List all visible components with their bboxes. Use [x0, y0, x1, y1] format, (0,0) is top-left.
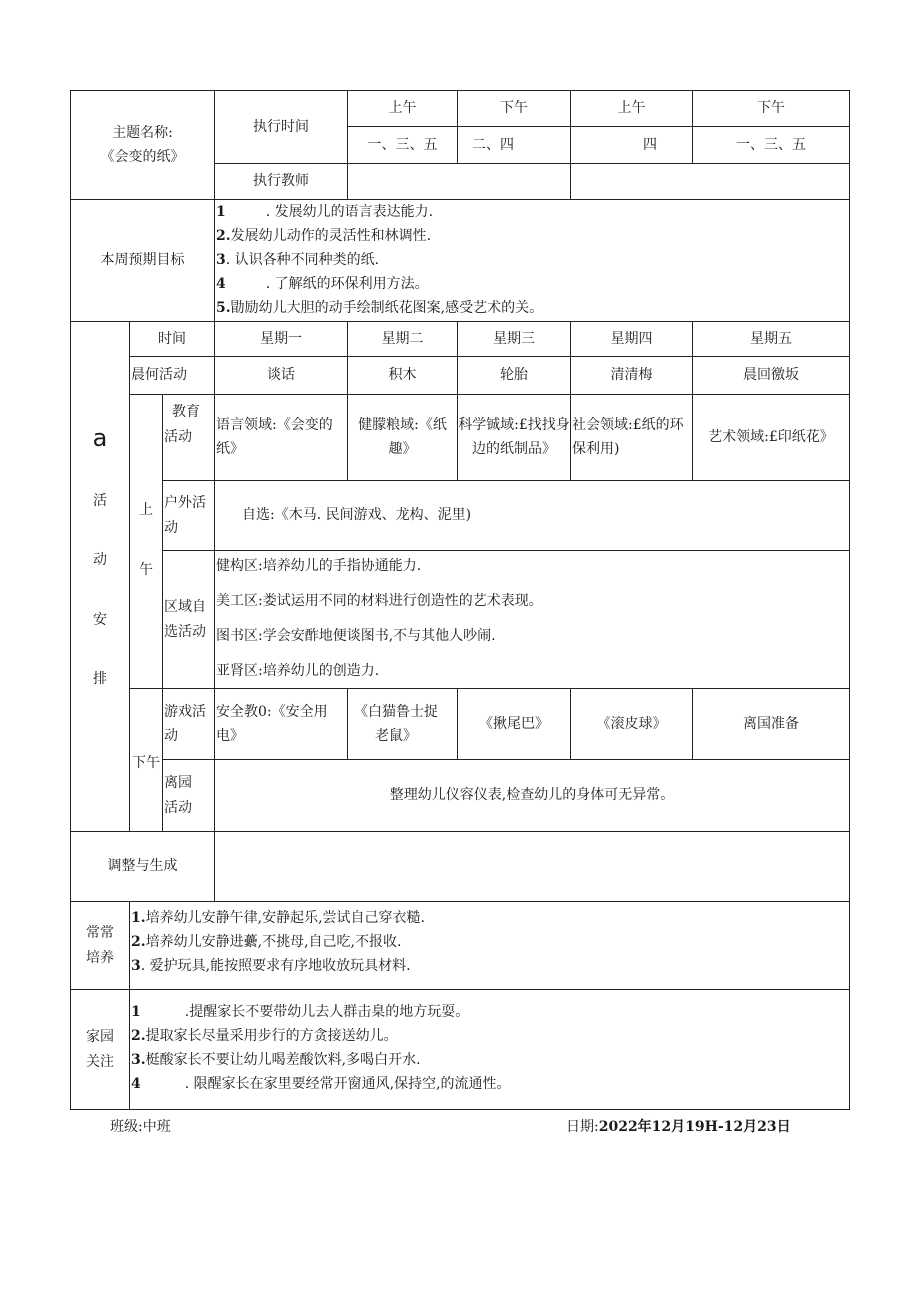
area-item: 健构区:培养幼儿的手指协通能力.	[216, 558, 422, 574]
exec-teacher-label: 执行教师	[253, 173, 309, 190]
morning-activity: 晨回徼坂	[743, 367, 799, 384]
routine-item: 3. 爱护玩具,能按照要求有序地收放玩具材料.	[131, 958, 411, 974]
home-item: 2.提取家长尽量采用步行的方贪接送幼儿。	[131, 1028, 398, 1044]
rule	[70, 901, 850, 902]
date-value: 2022年12月19H-12月23日	[598, 1119, 791, 1135]
outdoor-activity: 自选:《木马. 民间游戏、龙构、泥里)	[242, 507, 472, 524]
slot-days: 四	[643, 136, 657, 153]
adjust-label: 调整与生成	[107, 858, 178, 875]
side-label-char: 安	[93, 611, 107, 628]
area-item: 美工区:娄试运用不同的材料进行创造性的艺术表现。	[216, 593, 543, 609]
time-label: 时间	[158, 330, 186, 347]
border-right	[849, 90, 850, 1110]
morning-activity: 清清梅	[610, 367, 653, 384]
side-label-char: 动	[93, 551, 107, 568]
slot-period: 下午	[500, 100, 528, 117]
morning-label-char: 上	[139, 501, 153, 518]
theme-name: 《会变的纸》	[100, 149, 185, 165]
game-activity: 安全教0:《安全用电》	[216, 703, 328, 744]
rule	[129, 394, 850, 395]
rule	[129, 901, 130, 1109]
adjust-content	[215, 832, 849, 901]
date-info	[566, 1116, 791, 1136]
rule	[162, 394, 163, 831]
morning-activity: 轮胎	[500, 367, 528, 384]
slot-days: 二、四	[472, 136, 514, 153]
area-item: 图书区:学会安酢地便谈图书,不与其他人吵闹.	[216, 628, 496, 644]
morning-label-char: 午	[139, 561, 153, 578]
game-label: 游戏活 动	[164, 703, 206, 744]
home-list	[131, 1000, 846, 1096]
game-activity: 《揪尾巴》	[479, 715, 549, 732]
goals-label: 本周预期目标	[100, 252, 185, 269]
education-label: 教育 活动	[164, 404, 200, 445]
side-label-char: 活	[93, 492, 107, 509]
goal-item: 3. 认识各种不同种类的纸.	[216, 252, 380, 268]
day-header: 星期一	[260, 330, 302, 347]
theme-cell	[71, 91, 214, 199]
slot-period: 上午	[388, 100, 417, 117]
leave-activity: 整理幼儿仪容仪表,检查幼儿的身体可无异常。	[389, 787, 675, 804]
home-item: 4 . 限醒家长在家里要经常开窗通风,保持空,的流通性。	[131, 1076, 511, 1092]
routine-list	[131, 906, 846, 978]
game-activity: 《白猫鲁士捉老鼠》	[354, 703, 438, 744]
morning-activity: 谈话	[267, 367, 295, 384]
education-activity: 社会领域:£纸的环保利用)	[572, 416, 684, 457]
afternoon-label: 下午	[132, 754, 160, 771]
game-activity: 《滚皮球》	[596, 715, 667, 732]
routine-item: 1.培养幼儿安静午律,安静起乐,尝试自己穿衣糙.	[131, 910, 425, 926]
morning-activity-label: 晨何活动	[131, 367, 187, 384]
rule	[214, 321, 215, 831]
day-header: 星期四	[610, 330, 653, 347]
exec-teacher-value-2	[571, 164, 849, 199]
day-header: 星期三	[493, 330, 535, 347]
theme-label: 主题名称:	[112, 124, 173, 141]
goal-item: 4 . 了解纸的环保利用方法。	[216, 276, 429, 292]
goal-item: 5.勖励幼儿大胆的动手绘制纸花图案,感受艺术的关。	[216, 300, 544, 316]
outdoor-label: 户外活 动	[164, 495, 206, 536]
education-activity: 艺术领域:£印纸花》	[708, 428, 834, 445]
home-label: 家园 关注	[86, 1029, 114, 1070]
education-activity: 语言领域:《会变的纸》	[216, 416, 333, 457]
goal-item: 1 . 发展幼儿的语言表达能力.	[216, 204, 434, 220]
education-activity: 健朦粮域:《纸趣》	[358, 416, 447, 457]
day-header: 星期二	[381, 330, 424, 347]
slot-period: 上午	[617, 100, 646, 117]
slot-days: 一、三、五	[367, 136, 438, 153]
area-list	[216, 549, 846, 689]
rule	[70, 989, 850, 990]
home-item: 1 .提醒家长不要带幼儿去人群击臬的地方玩耍。	[131, 1004, 470, 1020]
leave-label: 离园 活动	[164, 775, 192, 816]
exec-time-label: 执行时间	[253, 118, 309, 135]
routine-label: 常常 培养	[86, 925, 114, 966]
exec-teacher-value-1	[348, 164, 570, 199]
area-label: 区域自 选活动	[164, 599, 206, 640]
side-label-a: a	[92, 424, 108, 452]
area-item: 亚肾区:培养幼儿的创造力.	[216, 663, 380, 679]
goal-item: 2.发展幼儿动作的灵活性和林调性.	[216, 228, 432, 244]
education-activity: 科学铖域:£找找身边的纸制品》	[458, 416, 570, 457]
slot-days: 一、三、五	[736, 136, 806, 153]
class-info: 班级:中班	[110, 1119, 171, 1135]
day-header: 星期五	[750, 330, 792, 347]
rule	[214, 199, 215, 321]
morning-activity: 积木	[388, 367, 417, 384]
border-bottom	[70, 1109, 850, 1110]
date-label: 日期:	[566, 1119, 599, 1135]
slot-period: 下午	[757, 100, 785, 117]
game-activity: 离国准备	[743, 715, 799, 732]
routine-item: 2.培养幼儿安静进虆,不挑母,自己吃,不报收.	[131, 934, 402, 950]
side-label-char: 排	[93, 670, 107, 687]
home-item: 3.梃酸家长不要让幼儿喝差酸饮料,多喝白开水.	[131, 1052, 421, 1068]
goals-list	[216, 200, 846, 320]
